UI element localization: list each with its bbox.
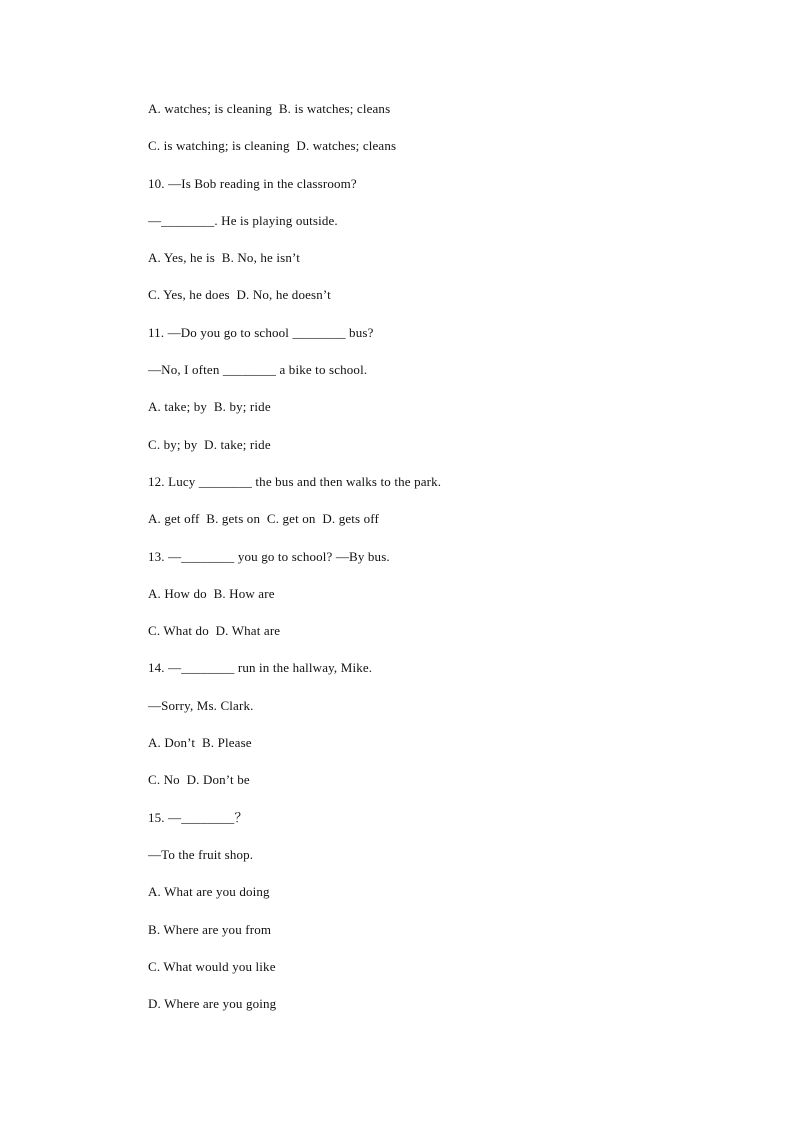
q15-option-c: C. What would you like (148, 958, 276, 974)
q9-options-cd: C. is watching; is cleaning D. watches; cleans (148, 138, 397, 154)
q14-options-cd: C. No D. Don’t be (148, 772, 250, 788)
q15-question: 15. —________？ (148, 809, 248, 825)
q15-option-b: B. Where are you from (148, 921, 272, 937)
q11-options-cd: C. by; by D. take; ride (148, 436, 271, 452)
q14-question: 14. —________ run in the hallway, Mike. (148, 660, 373, 676)
q13-options-ab: A. How do B. How are (148, 585, 275, 601)
q10-options-cd: C. Yes, he does D. No, he doesn’t (148, 287, 331, 303)
q13-options-cd: C. What do D. What are (148, 623, 281, 639)
q9-options-ab: A. watches; is cleaning B. is watches; cleans (148, 101, 391, 116)
q14-answer-line: —Sorry, Ms. Clark. (148, 697, 254, 713)
q11-question: 11. —Do you go to school ________ bus? (148, 324, 374, 340)
q15-option-d: D. Where are you going (148, 996, 277, 1012)
q15-answer-line: —To the fruit shop. (148, 846, 254, 862)
q14-options-ab: A. Don’t B. Please (148, 735, 252, 751)
q11-options-ab: A. take; by B. by; ride (148, 399, 271, 415)
q11-answer-line: —No, I often ________ a bike to school. (148, 362, 368, 378)
q13-question: 13. —________ you go to school? —By bus. (148, 548, 390, 564)
question-list (148, 99, 748, 1031)
q10-answer-line: —________. He is playing outside. (148, 212, 338, 228)
q10-question: 10. —Is Bob reading in the classroom? (148, 175, 357, 191)
q12-options: A. get off B. gets on C. get on D. gets off (148, 511, 380, 527)
q12-question: 12. Lucy ________ the bus and then walks to the park. (148, 473, 442, 489)
q10-options-ab: A. Yes, he is B. No, he isn’t (148, 250, 300, 266)
q15-option-a: A. What are you doing (148, 884, 270, 900)
